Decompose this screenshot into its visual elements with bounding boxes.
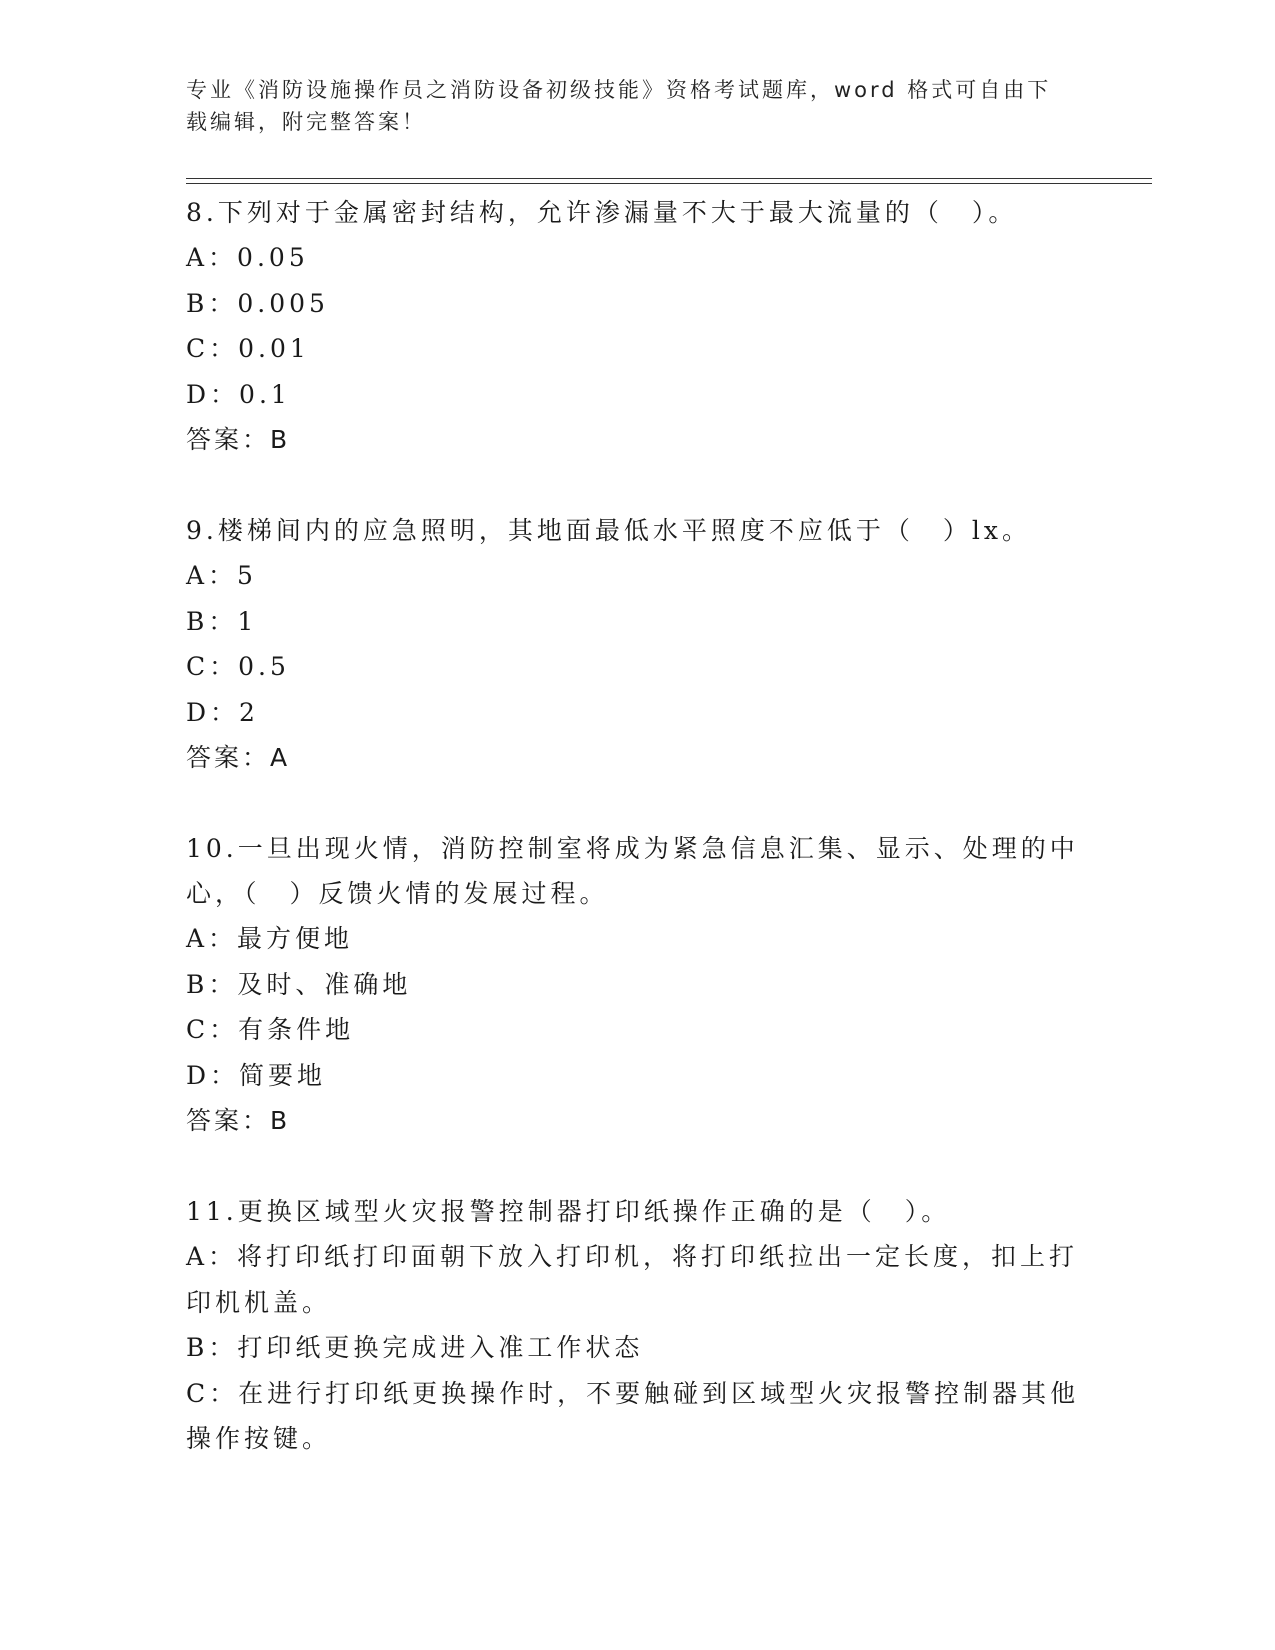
- option-b: B：及时、准确地: [186, 969, 412, 999]
- question-11: [186, 1189, 1086, 1462]
- header-divider-top: [186, 178, 1152, 179]
- option-c: C：有条件地: [186, 1015, 355, 1044]
- answer-line: 答案：B: [186, 425, 291, 454]
- question-10: [186, 826, 1086, 1143]
- option-c: C：0.01: [186, 334, 310, 363]
- option-a: A：0.05: [186, 243, 309, 272]
- option-d: D：0.1: [186, 379, 291, 409]
- question-stem: 9.楼梯间内的应急照明，其地面最低水平照度不应低于（ ）lx。: [186, 516, 1031, 545]
- question-8: [186, 190, 1086, 462]
- option-b: B：0.005: [186, 288, 329, 318]
- option-b: B：1: [186, 606, 258, 636]
- header-divider-bottom: [186, 183, 1152, 184]
- question-9: [186, 508, 1086, 780]
- page-header: 专业《消防设施操作员之消防设备初级技能》资格考试题库，word 格式可自由下载编辑，附完整答案！: [186, 78, 1052, 134]
- question-list: [186, 190, 1086, 1508]
- option-a: A：最方便地: [186, 924, 354, 953]
- question-stem: 10.一旦出现火情，消防控制室将成为紧急信息汇集、显示、处理的中心，（ ）反馈火情的发展过程。: [186, 834, 1079, 908]
- option-a: A：将打印纸打印面朝下放入打印机，将打印纸拉出一定长度，扣上打印机机盖。: [186, 1242, 1079, 1317]
- option-c: C：0.5: [186, 652, 290, 681]
- option-a: A：5: [186, 561, 257, 590]
- question-stem: 8.下列对于金属密封结构，允许渗漏量不大于最大流量的（ ）。: [186, 198, 1018, 227]
- option-d: D：简要地: [186, 1060, 327, 1090]
- option-b: B：打印纸更换完成进入准工作状态: [186, 1333, 644, 1362]
- answer-line: 答案：A: [186, 743, 291, 772]
- question-stem: 11.更换区域型火灾报警控制器打印纸操作正确的是（ ）。: [186, 1197, 951, 1226]
- option-c: C：在进行打印纸更换操作时，不要触碰到区域型火灾报警控制器其他操作按键。: [186, 1378, 1080, 1453]
- option-d: D：2: [186, 697, 259, 727]
- answer-line: 答案：B: [186, 1106, 291, 1135]
